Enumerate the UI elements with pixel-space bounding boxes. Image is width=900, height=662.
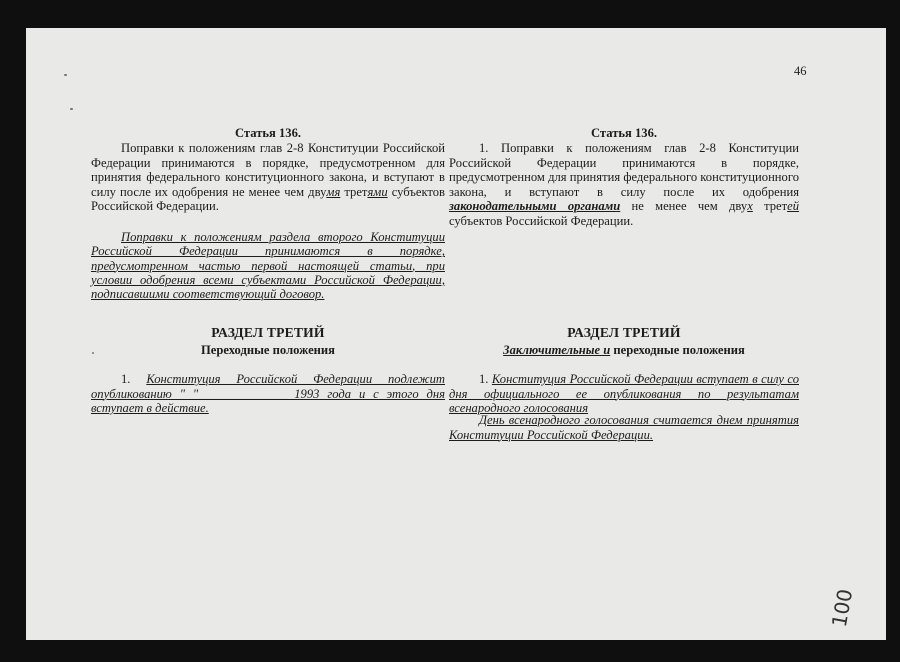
right-article-title: Статья 136. (590, 126, 658, 140)
right-item-1-continuation: День всенародного голосования считается днем принятия Конституции Российской Федерации. (449, 413, 799, 442)
left-article-text: Поправки к положениям глав 2-8 Конституции Российской Федерации принимаются в порядке, предусмотренном для принятия федерального конституционного закона, и вступают в силу после их одобрения не менее чем двумя третями субъектов Российской Федерации. (91, 141, 445, 214)
left-section-title: РАЗДЕЛ ТРЕТИЙ (211, 325, 325, 340)
left-article-addition: Поправки к положениям раздела второго Конституции Российской Федерации принимаются в порядке, предусмотренном частью первой настоящей статьи, при условии одобрения всеми субъектами Российской Федерации, подписавшими соответствующий договор. (91, 230, 445, 302)
left-article-title: Статья 136. (234, 126, 302, 140)
left-item-1: 1. Конституция Российской Федерации подлежит опубликованию " "______________ 1993 года и с этого дня вступает в действие. (91, 372, 445, 416)
scan-speck (70, 108, 73, 110)
left-article-ending-2: ями (367, 184, 388, 199)
right-article-emphasis: законодательными органами (449, 199, 621, 214)
right-section-subtitle-emphasis: Заключительные и (503, 343, 611, 357)
page-number: 46 (794, 64, 807, 78)
document-page (26, 28, 886, 640)
left-item-1-text: Конституция Российской Федерации подлежит опубликованию " "______________ 1993 года и с этого дня вступает в действие. (91, 372, 445, 416)
right-item-1-text: Конституция Российской Федерации вступает в силу со дня официального ее опубликования по результатам всенародного голосования (449, 372, 799, 416)
right-article-ending-1: х (747, 199, 753, 214)
left-column (91, 28, 445, 640)
scan-speck (64, 74, 67, 76)
right-article-text: 1. Поправки к положениям глав 2-8 Конституции Российской Федерации принимаются в порядке, предусмотренном для принятия федерального конституционного закона, и вступают в силу после их одобрения законодательными органами не менее чем двух третей субъектов Российской Федерации. (449, 141, 800, 228)
right-column (449, 28, 799, 640)
left-section-subtitle: Переходные положения (201, 343, 335, 357)
right-item-1: 1. Конституция Российской Федерации вступает в силу со дня официального ее опубликования по результатам всенародного голосования (449, 372, 799, 416)
right-section-title: РАЗДЕЛ ТРЕТИЙ (567, 325, 681, 340)
right-article-ending-2: ей (787, 199, 800, 214)
left-article-ending-1: мя (326, 184, 341, 199)
handwritten-number: 100 (826, 587, 858, 629)
right-section-subtitle: Заключительные и переходные положения (503, 343, 745, 357)
